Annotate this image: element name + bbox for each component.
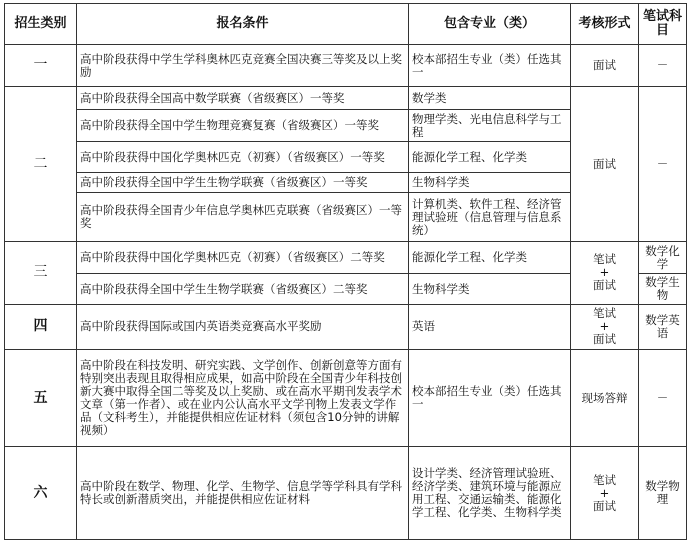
assessment-cell — [571, 447, 639, 540]
header-assessment: 考核形式 — [571, 4, 639, 45]
majors-cell: 物理学类、光电信息科学与工程 — [409, 109, 571, 142]
header-written: 笔试科目 — [639, 4, 687, 45]
written-cell: － — [639, 44, 687, 87]
category-cell: 四 — [5, 304, 77, 349]
table-row — [5, 87, 687, 109]
category-cell: 一 — [5, 44, 77, 87]
condition-cell: 高中阶段获得中学生学科奥林匹克竞赛全国决赛三等奖及以上奖励 — [77, 44, 409, 87]
majors-cell: 能源化学工程、化学类 — [409, 142, 571, 173]
majors-cell: 校本部招生专业（类）任选其一 — [409, 44, 571, 87]
assessment-line: 笔试 — [593, 252, 616, 267]
condition-cell: 高中阶段获得全国中学生物理竞赛复赛（省级赛区）一等奖 — [77, 109, 409, 142]
header-category: 招生类别 — [5, 4, 77, 45]
table-row — [5, 241, 687, 274]
condition-cell: 高中阶段获得中国化学奥林匹克（初赛）（省级赛区）二等奖 — [77, 241, 409, 274]
condition-cell: 高中阶段获得全国中学生生物学联赛（省级赛区）二等奖 — [77, 274, 409, 305]
assessment-line: 笔试 — [593, 472, 616, 487]
majors-cell: 计算机类、软件工程、经济管理试验班（信息管理与信息系统） — [409, 193, 571, 242]
header-condition: 报名条件 — [77, 4, 409, 45]
table-row — [5, 44, 687, 87]
table-row — [5, 447, 687, 540]
category-cell: 五 — [5, 349, 77, 447]
assessment-line: 笔试 — [593, 306, 616, 321]
table-row — [5, 349, 687, 447]
condition-cell: 高中阶段在科技发明、研究实践、文学创作、创新创意等方面有特别突出表现且取得相应成果，如高中阶段在全国青少年科技创新大赛中取得全国二等奖及以上奖励、或在高水平期刊发表学术文章（第一作者）、或在业内公认高水平文学刊物上发表文学作品（文科考生），并能提供相应佐证材料（须包含10分钟的讲解视频） — [77, 349, 409, 447]
majors-cell: 生物科学类 — [409, 274, 571, 305]
majors-cell: 校本部招生专业（类）任选其一 — [409, 349, 571, 447]
assessment-line: + — [599, 319, 610, 334]
assessment-cell — [571, 241, 639, 304]
written-cell: － — [639, 87, 687, 242]
category-cell: 二 — [5, 87, 77, 242]
written-cell: 数学物理 — [639, 447, 687, 540]
assessment-cell — [571, 304, 639, 349]
majors-cell: 设计学类、经济管理试验班、经济学类、建筑环境与能源应用工程、交通运输类、能源化学工程、化学类、生物科学类 — [409, 447, 571, 540]
assessment-line: + — [599, 485, 610, 500]
condition-cell: 高中阶段获得全国青少年信息学奥林匹克联赛（省级赛区）一等奖 — [77, 193, 409, 242]
written-cell: 数学英语 — [639, 304, 687, 349]
table-row — [5, 304, 687, 349]
assessment-cell: 面试 — [571, 87, 639, 242]
written-cell: 数学生物 — [639, 274, 687, 305]
header-majors: 包含专业（类） — [409, 4, 571, 45]
condition-cell: 高中阶段获得中国化学奥林匹克（初赛）（省级赛区）一等奖 — [77, 142, 409, 173]
written-cell: － — [639, 349, 687, 447]
assessment-line: 面试 — [593, 332, 616, 347]
condition-cell: 高中阶段获得国际或国内英语类竞赛高水平奖励 — [77, 304, 409, 349]
condition-cell: 高中阶段获得全国中学生生物学联赛（省级赛区）一等奖 — [77, 172, 409, 192]
assessment-cell: 面试 — [571, 44, 639, 87]
majors-cell: 能源化学工程、化学类 — [409, 241, 571, 274]
header-row — [5, 4, 687, 45]
assessment-line: 面试 — [593, 278, 616, 293]
admission-table — [4, 3, 687, 540]
majors-cell: 英语 — [409, 304, 571, 349]
assessment-line: 面试 — [593, 498, 616, 513]
condition-cell: 高中阶段获得全国高中数学联赛（省级赛区）一等奖 — [77, 87, 409, 109]
assessment-cell: 现场答辩 — [571, 349, 639, 447]
majors-cell: 生物科学类 — [409, 172, 571, 192]
condition-cell: 高中阶段在数学、物理、化学、生物学、信息学等学科具有学科特长或创新潜质突出，并能提供相应佐证材料 — [77, 447, 409, 540]
assessment-line: + — [599, 265, 610, 280]
category-cell: 六 — [5, 447, 77, 540]
written-cell: 数学化学 — [639, 241, 687, 274]
category-cell: 三 — [5, 241, 77, 304]
majors-cell: 数学类 — [409, 87, 571, 109]
